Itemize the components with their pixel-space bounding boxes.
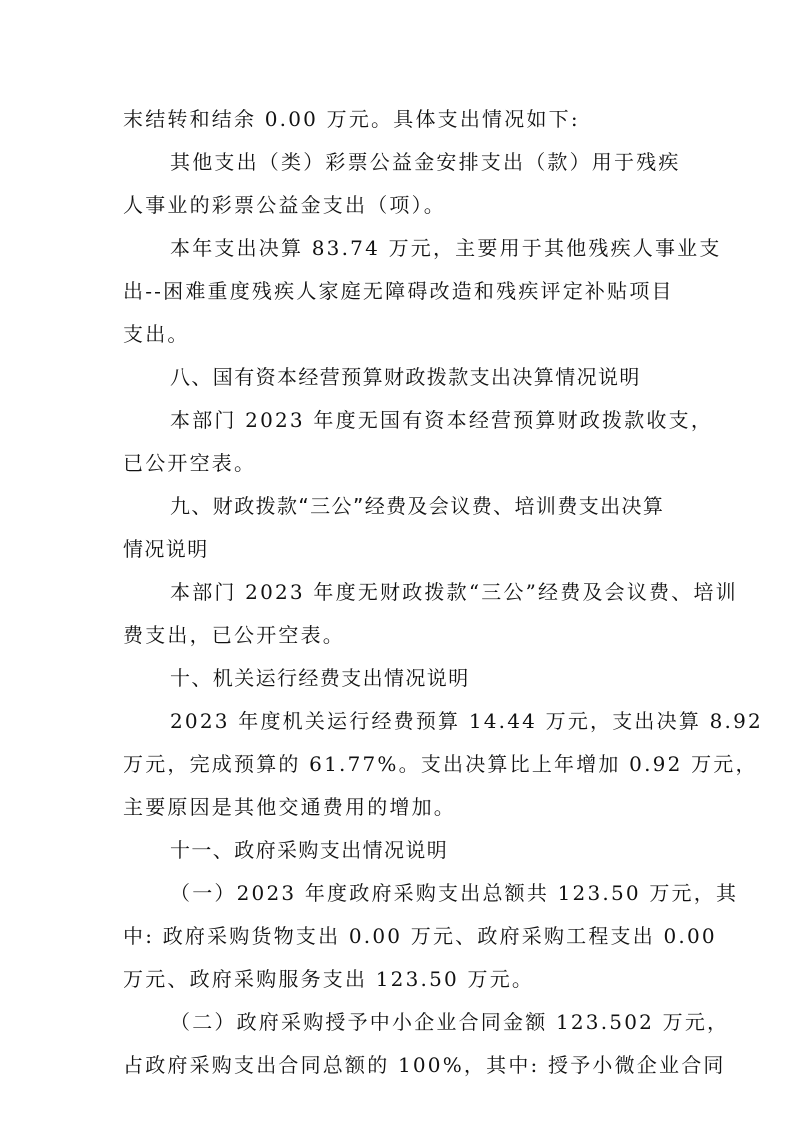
body-text-line: 其他支出（类）彩票公益金安排支出（款）用于残疾 bbox=[170, 150, 681, 174]
body-text-line: 本年支出决算 83.74 万元，主要用于其他残疾人事业支 bbox=[170, 236, 722, 260]
body-text-line: 出--困难重度残疾人家庭无障碍改造和残疾评定补贴项目 bbox=[123, 279, 674, 303]
body-text-line: 本部门 2023 年度无财政拨款“三公”经费及会议费、培训 bbox=[170, 580, 738, 604]
body-text-line: 已公开空表。 bbox=[123, 451, 257, 475]
body-text-line: 主要原因是其他交通费用的增加。 bbox=[123, 795, 456, 819]
section-heading: 九、财政拨款“三公”经费及会议费、培训费支出决算 bbox=[170, 494, 665, 518]
section-heading: 八、国有资本经营预算财政拨款支出决算情况说明 bbox=[170, 365, 641, 389]
body-text-line: （二）政府采购授予中小企业合同金额 123.502 万元， bbox=[170, 1010, 730, 1034]
body-text-line: 人事业的彩票公益金支出（项）。 bbox=[123, 193, 446, 217]
body-text-line: 支出。 bbox=[123, 322, 190, 346]
body-text-line: 万元，完成预算的 61.77%。支出决算比上年增加 0.92 万元， bbox=[123, 752, 758, 776]
body-text-line: 占政府采购支出合同总额的 100%，其中: 授予小微企业合同 bbox=[123, 1053, 726, 1077]
body-text-line: 万元、政府采购服务支出 123.50 万元。 bbox=[123, 967, 535, 991]
body-text-line: 末结转和结余 0.00 万元。具体支出情况如下: bbox=[123, 107, 580, 131]
section-heading: 十一、政府采购支出情况说明 bbox=[170, 838, 449, 862]
body-text-line: 中: 政府采购货物支出 0.00 万元、政府采购工程支出 0.00 bbox=[123, 924, 717, 948]
section-heading: 十、机关运行经费支出情况说明 bbox=[170, 666, 470, 690]
section-heading: 情况说明 bbox=[123, 537, 209, 561]
body-text-line: 2023 年度机关运行经费预算 14.44 万元，支出决算 8.92 bbox=[170, 709, 763, 733]
body-text-line: 本部门 2023 年度无国有资本经营预算财政拨款收支， bbox=[170, 408, 714, 432]
body-text-line: 费支出，已公开空表。 bbox=[123, 623, 345, 647]
body-text-line: （一）2023 年度政府采购支出总额共 123.50 万元，其 bbox=[170, 881, 739, 905]
